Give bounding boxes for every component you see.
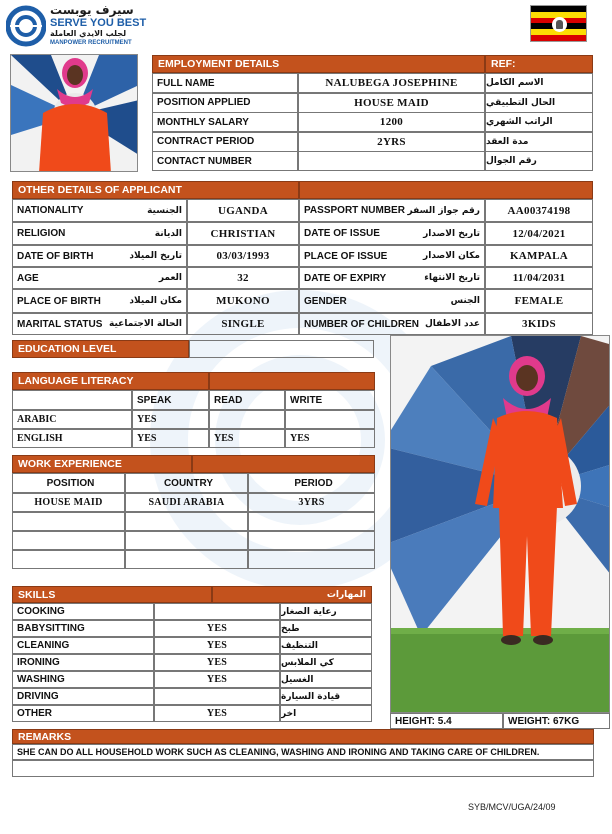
employment-value: NALUBEGA JOSEPHINE (298, 73, 485, 93)
other-label-2-ar: عدد الاطفال (424, 319, 480, 329)
work-period: 3YRS (248, 493, 375, 512)
work-period (248, 550, 375, 569)
employment-value: HOUSE MAID (298, 93, 485, 113)
skill-value: YES (154, 637, 280, 654)
other-value-2: 11/04/2031 (485, 267, 593, 289)
work-position: HOUSE MAID (12, 493, 125, 512)
employment-value (298, 151, 485, 171)
remarks-header: REMARKS (12, 729, 594, 744)
other-label: PLACE OF BIRTH مكان الميلاد (12, 289, 187, 313)
other-label-2-ar: رقم جواز السفر (407, 205, 480, 216)
other-label-2-ar: مكان الاصدار (423, 251, 480, 261)
language-literacy-header: LANGUAGE LITERACY (12, 372, 209, 390)
skill-value: YES (154, 654, 280, 671)
other-value: CHRISTIAN (187, 222, 299, 245)
logo-arabic-tagline: لجلب الايدي العاملة (50, 29, 127, 38)
skill-value: YES (154, 671, 280, 688)
logo-emblem-icon (6, 4, 46, 48)
skill-label: WASHING (12, 671, 154, 688)
work-experience-header-right (192, 455, 375, 473)
work-column-header: PERIOD (248, 473, 375, 493)
language-speak-value: YES (132, 429, 209, 448)
skill-label: IRONING (12, 654, 154, 671)
employment-label-ar: الحال التطبيقي (485, 93, 593, 113)
language-name: ARABIC (12, 410, 132, 429)
other-value: SINGLE (187, 313, 299, 335)
weight-value: WEIGHT: 67KG (503, 713, 610, 729)
other-details-header: OTHER DETAILS OF APPLICANT (12, 181, 299, 199)
language-column-header: SPEAK (132, 390, 209, 410)
skill-label-ar: الغسيل (280, 671, 372, 688)
employment-value: 1200 (298, 112, 485, 132)
work-country (125, 550, 248, 569)
other-label: NATIONALITY الجنسية (12, 199, 187, 222)
employment-label: MONTHLY SALARY (152, 112, 298, 132)
other-value: 03/03/1993 (187, 245, 299, 267)
language-read-value (209, 410, 285, 429)
skill-label: DRIVING (12, 688, 154, 705)
other-label-2: GENDER الجنس (299, 289, 485, 313)
education-level-value (189, 340, 374, 358)
remarks-blank-line (12, 760, 594, 777)
other-value-2: 3KIDS (485, 313, 593, 335)
other-label: RELIGION الديانة (12, 222, 187, 245)
other-label: AGE العمر (12, 267, 187, 289)
logo-english-name: SERVE YOU BEST (50, 17, 147, 29)
education-level-header: EDUCATION LEVEL (12, 340, 189, 358)
other-label-ar: الحالة الاجتماعية (109, 319, 182, 329)
skill-label-ar: طبخ (280, 620, 372, 637)
language-speak-value: YES (132, 410, 209, 429)
logo-arabic-name: سيرف يوبست (50, 3, 134, 17)
employment-label: CONTRACT PERIOD (152, 132, 298, 152)
applicant-photo-small (10, 54, 138, 172)
skill-value (154, 688, 280, 705)
skill-label: COOKING (12, 603, 154, 620)
other-value-2: 12/04/2021 (485, 222, 593, 245)
other-value: MUKONO (187, 289, 299, 313)
skill-value: YES (154, 620, 280, 637)
work-country (125, 531, 248, 550)
skill-label: BABYSITTING (12, 620, 154, 637)
logo-tagline: MANPOWER RECRUITMENT (50, 40, 132, 46)
skill-value (154, 603, 280, 620)
ref-header: REF: (485, 55, 593, 73)
skill-label-ar: التنظيف (280, 637, 372, 654)
skill-label-ar: اخر (280, 705, 372, 722)
skill-label-ar: رعاية الصغار (280, 603, 372, 620)
skill-label: CLEANING (12, 637, 154, 654)
skills-header: SKILLS (12, 586, 212, 603)
employment-label-ar: الاسم الكامل (485, 73, 593, 93)
employment-label-ar: رقم الجوال (485, 151, 593, 171)
other-label-2: DATE OF ISSUE تاريخ الاصدار (299, 222, 485, 245)
applicant-photo-large (390, 335, 610, 713)
work-country (125, 512, 248, 531)
work-experience-header: WORK EXPERIENCE (12, 455, 192, 473)
skill-label-ar: كي الملابس (280, 654, 372, 671)
language-name: ENGLISH (12, 429, 132, 448)
other-label-2: PLACE OF ISSUE مكان الاصدار (299, 245, 485, 267)
language-column-header: WRITE (285, 390, 375, 410)
uganda-flag (530, 5, 587, 42)
work-column-header: POSITION (12, 473, 125, 493)
employment-details-header: EMPLOYMENT DETAILS (152, 55, 485, 73)
employment-value: 2YRS (298, 132, 485, 152)
other-label-ar: تاريخ الميلاد (129, 251, 182, 261)
language-literacy-header-right (209, 372, 375, 390)
height-value: HEIGHT: 5.4 (390, 713, 503, 729)
other-label-2: NUMBER OF CHILDREN عدد الاطفال (299, 313, 485, 335)
language-write-value: YES (285, 429, 375, 448)
work-position (12, 512, 125, 531)
other-label-2-ar: الجنس (450, 296, 480, 306)
employment-label: POSITION APPLIED (152, 93, 298, 113)
language-corner (12, 390, 132, 410)
remarks-text: SHE CAN DO ALL HOUSEHOLD WORK SUCH AS CLEANING, WASHING AND IRONING AND TAKING CARE OF CHILDREN. (12, 744, 594, 760)
other-label: DATE OF BIRTH تاريخ الميلاد (12, 245, 187, 267)
crane-emblem-icon (556, 20, 563, 29)
skill-value: YES (154, 705, 280, 722)
other-label-ar: الديانة (154, 228, 182, 239)
skill-label-ar: قيادة السيارة (280, 688, 372, 705)
other-value: 32 (187, 267, 299, 289)
document-code: SYB/MCV/UGA/24/09 (468, 802, 556, 812)
other-value-2: FEMALE (485, 289, 593, 313)
work-column-header: COUNTRY (125, 473, 248, 493)
language-column-header: READ (209, 390, 285, 410)
other-label-2: DATE OF EXPIRY تاريخ الانتهاء (299, 267, 485, 289)
employment-label: FULL NAME (152, 73, 298, 93)
other-label: MARITAL STATUS الحالة الاجتماعية (12, 313, 187, 335)
other-value: UGANDA (187, 199, 299, 222)
other-label-ar: العمر (158, 273, 182, 283)
other-label-ar: الجنسية (147, 205, 182, 216)
skill-label: OTHER (12, 705, 154, 722)
work-position (12, 531, 125, 550)
other-details-header-right (299, 181, 593, 199)
company-logo (6, 4, 176, 50)
other-label-2-ar: تاريخ الاصدار (423, 228, 480, 239)
other-label-2: PASSPORT NUMBER رقم جواز السفر (299, 199, 485, 222)
work-period (248, 512, 375, 531)
other-label-2-ar: تاريخ الانتهاء (424, 273, 480, 283)
employment-label-ar: مدة العقد (485, 132, 593, 152)
work-position (12, 550, 125, 569)
employment-label-ar: الراتب الشهري (485, 112, 593, 132)
other-label-ar: مكان الميلاد (129, 296, 182, 306)
language-write-value (285, 410, 375, 429)
skills-header-ar: المهارات (212, 586, 372, 603)
work-country: SAUDI ARABIA (125, 493, 248, 512)
employment-label: CONTACT NUMBER (152, 151, 298, 171)
other-value-2: KAMPALA (485, 245, 593, 267)
other-value-2: AA00374198 (485, 199, 593, 222)
language-read-value: YES (209, 429, 285, 448)
work-period (248, 531, 375, 550)
